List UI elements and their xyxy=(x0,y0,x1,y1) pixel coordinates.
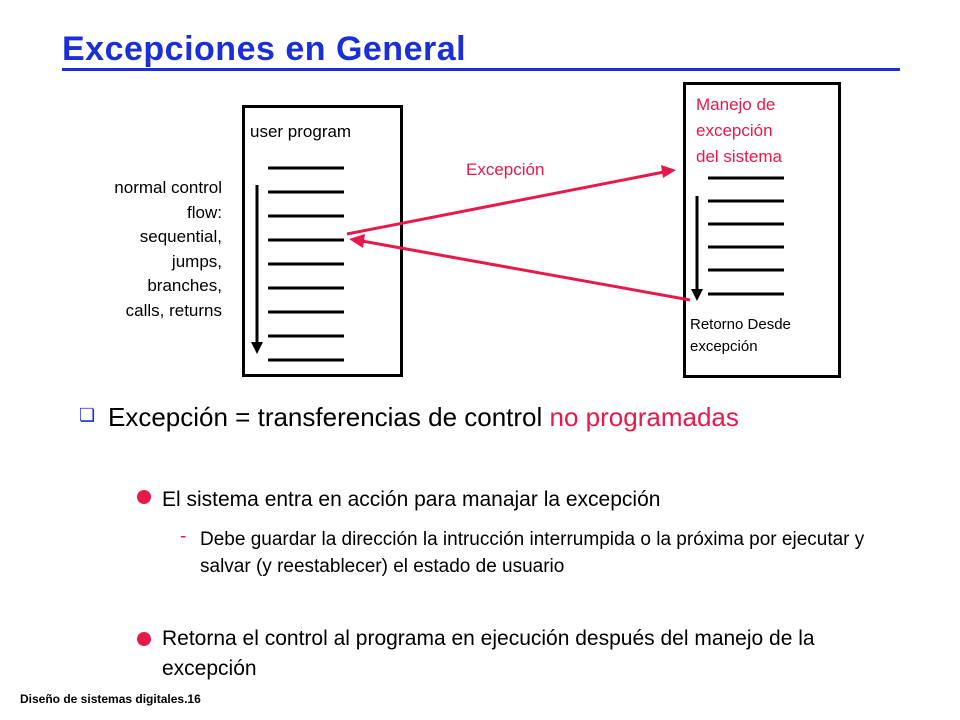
normal-flow-line: jumps, xyxy=(171,251,222,271)
return-arrowhead xyxy=(349,234,365,248)
user-program-instructions xyxy=(268,168,344,360)
handler-instructions xyxy=(708,178,784,294)
circle-bullet-icon xyxy=(137,632,151,646)
main-bullet xyxy=(108,400,868,434)
normal-flow-line: calls, returns xyxy=(125,300,222,320)
user-program-label: user program xyxy=(250,122,352,141)
slide-footer: Diseño de sistemas digitales.16 xyxy=(20,692,201,706)
sub-bullet-1-detail: Debe guardar la dirección la intrucción interrumpida o la próxima por ejecutar y salvar (y reestablecer) el estado de usuario xyxy=(200,529,865,577)
exception-arrowhead xyxy=(661,165,676,178)
handler-label-line: del sistema xyxy=(696,147,782,166)
exception-arrow xyxy=(347,172,664,234)
return-label-line: excepción xyxy=(690,338,758,355)
sub-bullet-2: Retorna el control al programa en ejecución después del manejo de la excepción xyxy=(162,627,815,680)
main-bullet-text: Excepción = transferencias de control xyxy=(108,402,550,432)
checkbox-bullet-icon: ❏ xyxy=(79,405,96,425)
normal-flow-line: branches, xyxy=(147,276,222,295)
return-label xyxy=(690,314,791,358)
handler-flow-arrowhead xyxy=(691,289,703,301)
circle-bullet-icon xyxy=(137,490,151,504)
sub-bullet-1: El sistema entra en acción para manajar la excepción xyxy=(162,488,661,511)
normal-flow-line: normal control xyxy=(114,178,222,197)
exception-arrow-label: Excepción xyxy=(466,160,545,179)
return-arrow xyxy=(362,241,690,300)
slide-title: Excepciones en General xyxy=(62,30,467,68)
normal-flow-line: sequential, xyxy=(139,227,222,246)
user-flow-arrowhead xyxy=(251,342,263,354)
normal-flow-label xyxy=(114,176,222,323)
handler-label xyxy=(696,92,782,170)
normal-flow-line: flow: xyxy=(187,202,222,222)
dash-bullet-icon: - xyxy=(180,526,187,547)
handler-label-line: excepción xyxy=(696,121,773,140)
return-label-line: Retorno Desde xyxy=(690,316,791,333)
main-bullet-highlight: no programadas xyxy=(549,402,739,432)
handler-label-line: Manejo de xyxy=(696,95,776,114)
